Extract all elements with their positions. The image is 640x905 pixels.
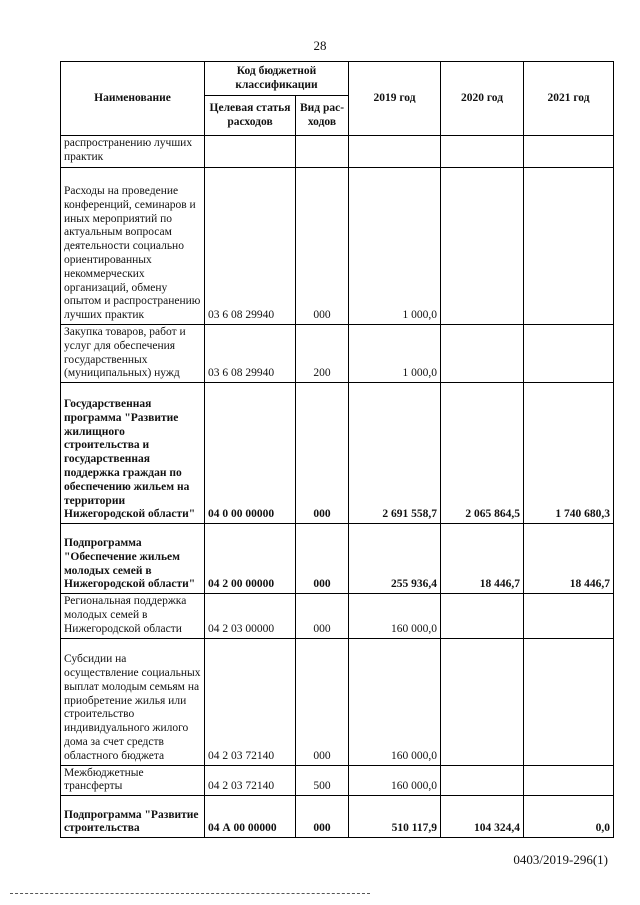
row-name: Региональная поддержка молодых семей в Нижегородской области (61, 594, 205, 638)
row-expense-type: 500 (296, 765, 349, 796)
row-name: Подпрограмма "Развитие строительства (61, 796, 205, 838)
row-value-2020: 2 065 864,5 (441, 383, 524, 524)
row-value-2020: 18 446,7 (441, 524, 524, 594)
header-code-group: Код бюджетной классификации (205, 62, 349, 96)
row-name: Государственная программа "Развитие жилищного строительства и государственная поддержка граждан по обеспечению жильем на территории Нижегородской области" (61, 383, 205, 524)
row-name: Подпрограмма "Обеспечение жильем молодых семей в Нижегородской области" (61, 524, 205, 594)
row-value-2021 (524, 136, 614, 168)
row-value-2019: 2 691 558,7 (349, 383, 441, 524)
page-number: 28 (313, 38, 327, 53)
table-row (61, 796, 614, 838)
row-value-2019: 160 000,0 (349, 765, 441, 796)
table-row (61, 594, 614, 638)
table-row (61, 765, 614, 796)
table-row (61, 524, 614, 594)
row-value-2019 (349, 136, 441, 168)
budget-table (60, 61, 614, 838)
row-value-2020 (441, 168, 524, 325)
row-value-2019: 160 000,0 (349, 638, 441, 765)
row-value-2021: 1 740 680,3 (524, 383, 614, 524)
row-value-2020 (441, 594, 524, 638)
row-value-2021: 18 446,7 (524, 524, 614, 594)
row-value-2021: 0,0 (524, 796, 614, 838)
table-row (61, 168, 614, 325)
table-row (61, 638, 614, 765)
header-target-article: Целевая статья расходов (205, 96, 296, 136)
header-2019: 2019 год (349, 62, 441, 136)
page-divider (10, 893, 370, 894)
row-value-2019: 160 000,0 (349, 594, 441, 638)
header-expense-type: Вид рас-ходов (296, 96, 349, 136)
row-expense-type: 000 (296, 594, 349, 638)
row-expense-type: 000 (296, 524, 349, 594)
row-value-2021 (524, 765, 614, 796)
row-value-2021 (524, 594, 614, 638)
row-name: распространению лучших практик (61, 136, 205, 168)
row-value-2020: 104 324,4 (441, 796, 524, 838)
row-target-code: 04 2 00 00000 (205, 524, 296, 594)
header-2021: 2021 год (524, 62, 614, 136)
row-target-code: 04 2 03 72140 (205, 765, 296, 796)
row-name: Закупка товаров, работ и услуг для обеспечения государственных (муниципальных) нужд (61, 325, 205, 383)
row-target-code: 04 0 00 00000 (205, 383, 296, 524)
row-value-2019: 510 117,9 (349, 796, 441, 838)
table-row (61, 383, 614, 524)
row-value-2021 (524, 325, 614, 383)
row-target-code (205, 136, 296, 168)
table-row (61, 325, 614, 383)
row-target-code: 03 6 08 29940 (205, 325, 296, 383)
table-row (61, 136, 614, 168)
row-value-2019: 255 936,4 (349, 524, 441, 594)
row-expense-type: 000 (296, 383, 349, 524)
row-value-2020 (441, 638, 524, 765)
row-target-code: 04 А 00 00000 (205, 796, 296, 838)
row-value-2020 (441, 136, 524, 168)
row-name: Расходы на проведение конференций, семинаров и иных мероприятий по актуальным вопросам деятельности социально ориентированных некоммерческих организаций, обмену опытом и распространению лучших практик (61, 168, 205, 325)
row-target-code: 04 2 03 00000 (205, 594, 296, 638)
row-expense-type (296, 136, 349, 168)
row-value-2019: 1 000,0 (349, 168, 441, 325)
row-value-2020 (441, 765, 524, 796)
row-name: Субсидии на осуществление социальных выплат молодым семьям на приобретение жилья или строительство индивидуального жилого дома за счет средств областного бюджета (61, 638, 205, 765)
document-code: 0403/2019-296(1) (513, 852, 608, 867)
row-expense-type: 200 (296, 325, 349, 383)
row-value-2020 (441, 325, 524, 383)
row-value-2019: 1 000,0 (349, 325, 441, 383)
row-value-2021 (524, 638, 614, 765)
header-2020: 2020 год (441, 62, 524, 136)
row-expense-type: 000 (296, 796, 349, 838)
header-name: Наименование (61, 62, 205, 136)
row-value-2021 (524, 168, 614, 325)
row-expense-type: 000 (296, 638, 349, 765)
row-name: Межбюджетные трансферты (61, 765, 205, 796)
row-target-code: 03 6 08 29940 (205, 168, 296, 325)
row-target-code: 04 2 03 72140 (205, 638, 296, 765)
row-expense-type: 000 (296, 168, 349, 325)
